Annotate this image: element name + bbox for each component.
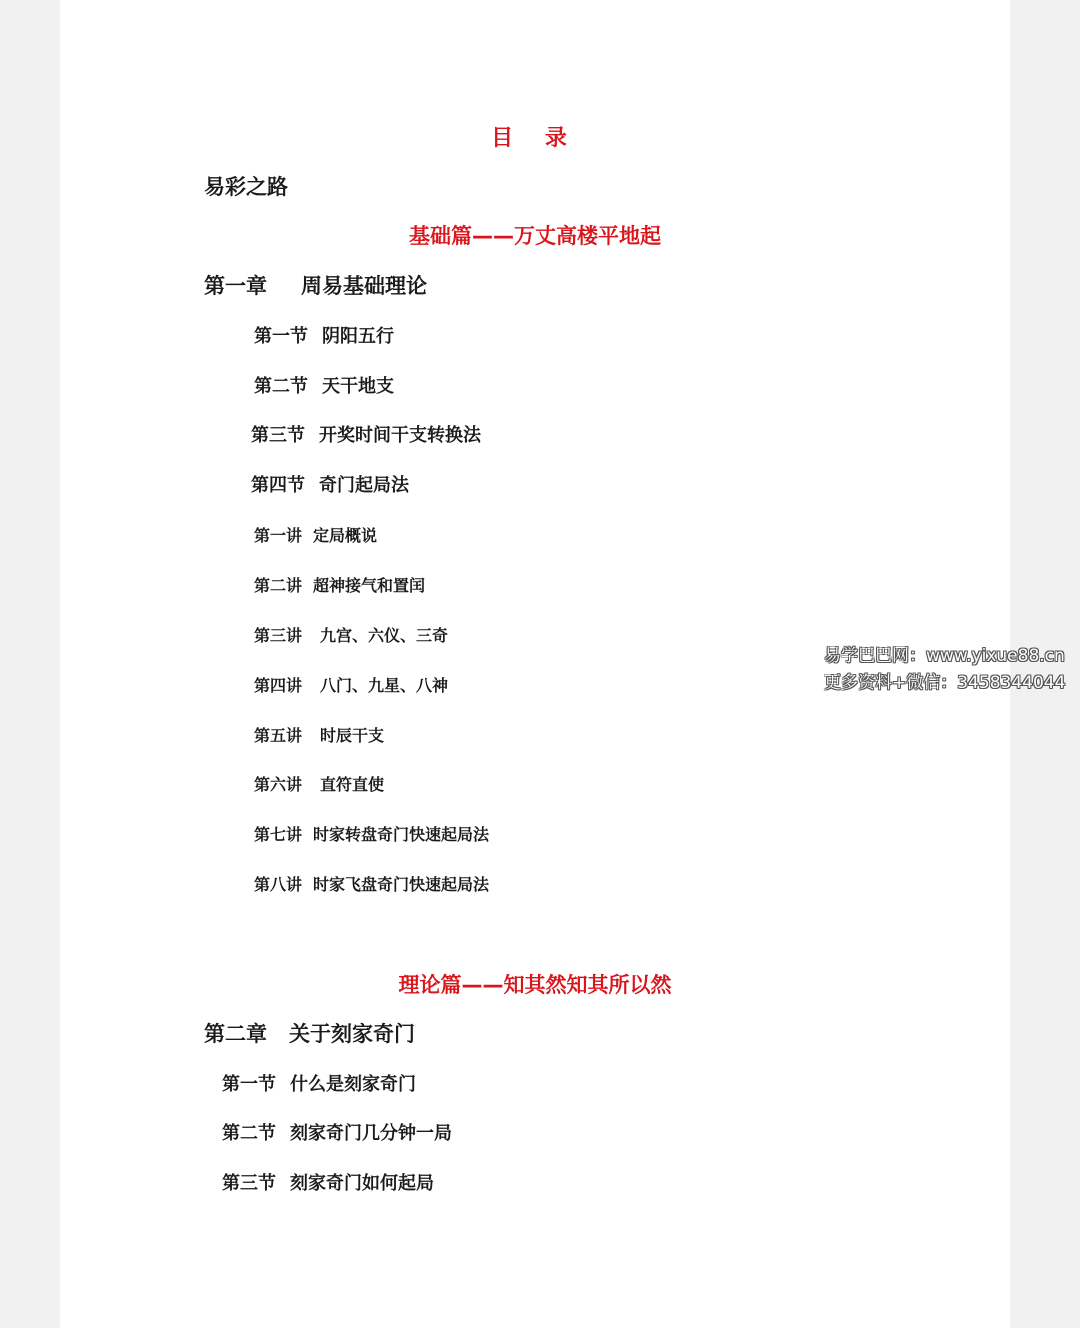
toc-title: 目 录: [491, 126, 579, 151]
lecture-title: 九宫、六仪、三奇: [320, 626, 449, 645]
lecture-title: 定局概说: [313, 526, 378, 545]
section-title: 天干地支: [322, 376, 394, 397]
toc-section-entry: [222, 1175, 434, 1193]
section-number: 第二节: [254, 376, 308, 397]
lecture-number: 第三讲: [254, 626, 303, 645]
section-title: 奇门起局法: [319, 475, 409, 496]
section-number: 第三节: [251, 425, 305, 446]
lecture-title: 时家飞盘奇门快速起局法: [313, 875, 490, 894]
watermark-line-1: 易学巴巴网：www.yixue88.cn: [824, 646, 1065, 666]
part-heading-theory: 理论篇——知其然知其所以然: [398, 973, 672, 997]
section-title: 刻家奇门几分钟一局: [290, 1123, 452, 1144]
lecture-number: 第七讲: [254, 825, 303, 844]
toc-section-entry: [222, 1125, 452, 1143]
section-number: 第一节: [254, 326, 308, 347]
lecture-number: 第一讲: [254, 526, 303, 545]
chapter-2-heading: [204, 1024, 415, 1045]
chapter-title: 关于刻家奇门: [289, 1022, 415, 1046]
section-title: 什么是刻家奇门: [290, 1074, 416, 1095]
toc-section-entry: [254, 328, 394, 346]
toc-lecture-entry: [254, 728, 384, 744]
toc-lecture-entry: [254, 827, 489, 843]
section-number: 第三节: [222, 1173, 276, 1194]
toc-lecture-entry: [254, 777, 384, 793]
lecture-title: 时家转盘奇门快速起局法: [313, 825, 490, 844]
lecture-title: 直符直使: [320, 775, 385, 794]
section-number: 第二节: [222, 1123, 276, 1144]
section-number: 第四节: [251, 475, 305, 496]
section-number: 第一节: [222, 1074, 276, 1095]
section-title: 开奖时间干支转换法: [319, 425, 481, 446]
chapter-number: 第一章: [204, 274, 267, 298]
lecture-number: 第八讲: [254, 875, 303, 894]
toc-lecture-entry: [254, 528, 377, 544]
lecture-number: 第二讲: [254, 576, 303, 595]
lecture-title: 时辰干支: [320, 726, 385, 745]
toc-lecture-entry: [254, 678, 448, 694]
lecture-number: 第五讲: [254, 726, 303, 745]
chapter-title: 周易基础理论: [301, 274, 427, 298]
toc-section-entry: [222, 1076, 416, 1094]
toc-section-entry: [254, 378, 394, 396]
toc-section-entry: [251, 427, 481, 445]
chapter-number: 第二章: [204, 1022, 267, 1046]
chapter-1-heading: [204, 276, 427, 297]
lecture-number: 第四讲: [254, 676, 303, 695]
section-title: 刻家奇门如何起局: [290, 1173, 434, 1194]
lecture-number: 第六讲: [254, 775, 303, 794]
toc-section-entry: [251, 477, 409, 495]
section-title: 阴阳五行: [322, 326, 394, 347]
toc-lecture-entry: [254, 578, 425, 594]
toc-lecture-entry: [254, 877, 489, 893]
book-title: 易彩之路: [204, 175, 288, 199]
lecture-title: 八门、九星、八神: [320, 676, 449, 695]
toc-lecture-entry: [254, 628, 448, 644]
watermark-line-2: 更多资料+微信：3458344044: [824, 673, 1066, 693]
part-heading-basics: 基础篇——万丈高楼平地起: [409, 224, 661, 248]
lecture-title: 超神接气和置闰: [313, 576, 426, 595]
